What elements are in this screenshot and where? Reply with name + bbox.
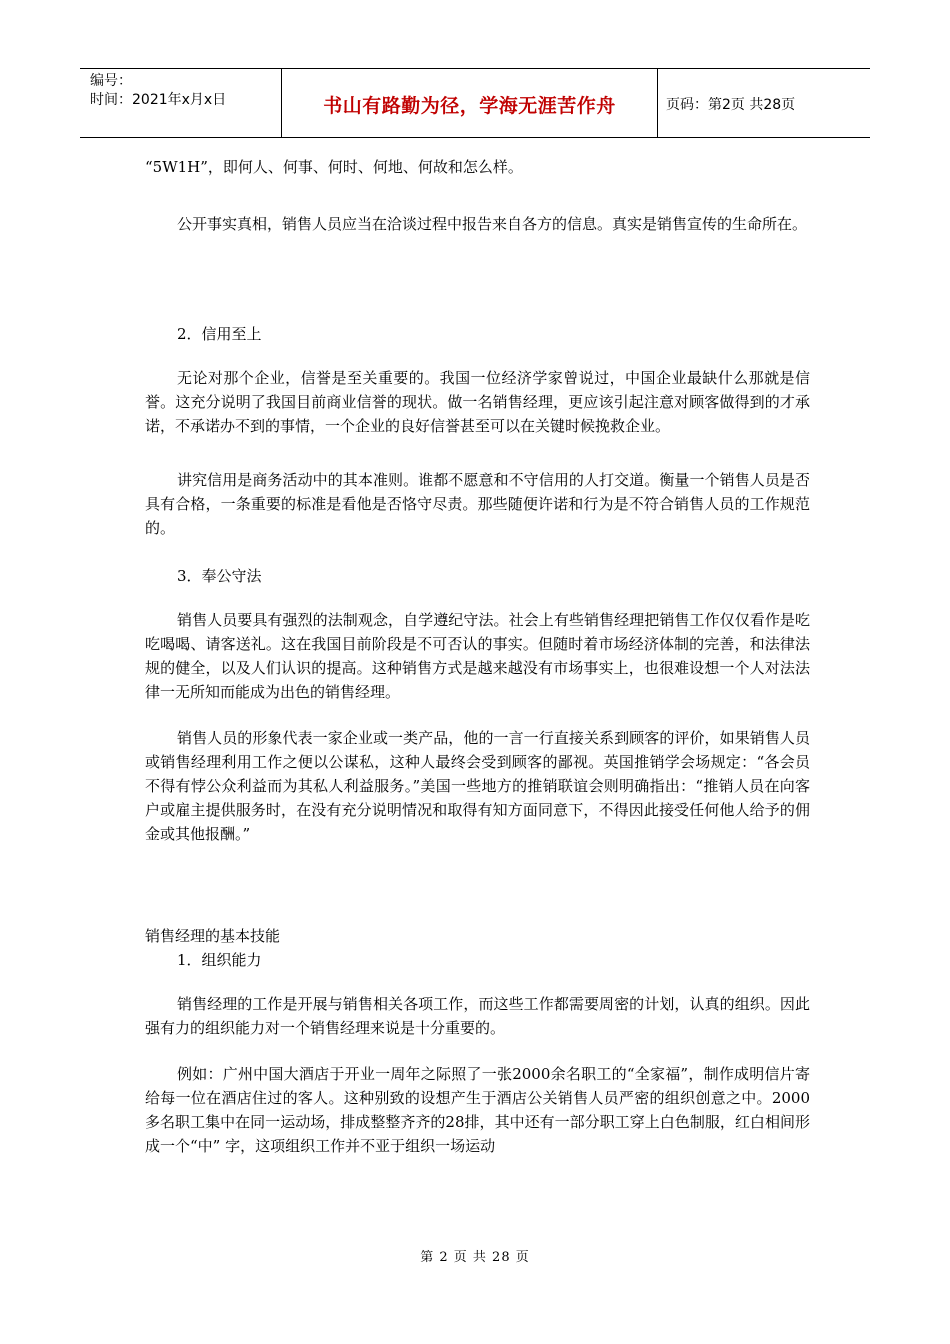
paragraph-credit-2: 讲究信用是商务活动中的其本准则。谁都不愿意和不守信用的人打交道。衡量一个销售人员是否具有合格，一条重要的标准是看他是否恪守尽责。那些随便许诺和行为是不符合销售人员的工作规范的。 (145, 471, 810, 537)
header-motto: 书山有路勤为径，学海无涯苦作舟 (323, 95, 616, 117)
header-motto-cell (282, 69, 658, 137)
page-header (80, 68, 870, 138)
header-page-info: 页码：第2页 共28页 (666, 97, 796, 113)
paragraph-credit-1: 无论对那个企业，信誉是至关重要的。我国一位经济学家曾说过，中国企业最缺什么那就是信誉。这充分说明了我国目前商业信誉的现状。做一名销售经理，更应该引起注意对顾客做得到的才承诺，不承诺办不到的事情，一个企业的良好信誉甚至可以在关键时候挽救企业。 (145, 369, 810, 435)
heading-basic-skills: 销售经理的基本技能 (145, 927, 281, 945)
header-page-cell (658, 69, 870, 137)
document-date-label: 时间：2021年x月x日 (90, 92, 227, 108)
paragraph-organization-2: 例如：广州中国大酒店于开业一周年之际照了一张2000余名职工的“全家福”，制作成明信片寄给每一位在酒店住过的客人。这种别致的设想产生于酒店公关销售人员严密的组织创意之中。2000多名职工集中在同一运动场，排成整整齐齐的28排，其中还有一部分职工穿上白色制服，红白相间形成一个“中” 字，这项组织工作并不亚于组织一场运动 (145, 1065, 810, 1155)
paragraph-organization-1: 销售经理的工作是开展与销售相关各项工作，而这些工作都需要周密的计划，认真的组织。因此强有力的组织能力对一个销售经理来说是十分重要的。 (145, 995, 810, 1037)
document-body (145, 155, 810, 1158)
heading-law: 3．奉公守法 (177, 567, 262, 585)
paragraph-law-1: 销售人员要具有强烈的法制观念，自学遵纪守法。社会上有些销售经理把销售工作仅仅看作是吃吃喝喝、请客送礼。这在我国目前阶段是不可否认的事实。但随时着市场经济体制的完善，和法律法规的健全，以及人们认识的提高。这种销售方式是越来越没有市场事实上，也很难设想一个人对法法律一无所知而能成为出色的销售经理。 (145, 611, 810, 701)
paragraph-truth: 公开事实真相，销售人员应当在洽谈过程中报告来自各方的信息。真实是销售宣传的生命所在。 (177, 215, 808, 233)
page-footer: 第 2 页 共 28 页 (420, 1250, 530, 1265)
paragraph-5w1h: “5W1H”，即何人、何事、何时、何地、何故和怎么样。 (145, 158, 523, 176)
heading-credit: 2．信用至上 (177, 325, 262, 343)
header-meta-cell (80, 69, 282, 137)
heading-organization: 1．组织能力 (177, 951, 262, 969)
document-number-label: 编号： (90, 73, 132, 89)
paragraph-law-2: 销售人员的形象代表一家企业或一类产品，他的一言一行直接关系到顾客的评价，如果销售人员或销售经理利用工作之便以公谋私，这种人最终会受到顾客的鄙视。英国推销学会场规定：“各会员不得有悖公众利益而为其私人利益服务。”美国一些地方的推销联谊会则明确指出：“推销人员在向客户或雇主提供服务时，在没有充分说明情况和取得有知方面同意下，不得因此接受任何他人给予的佣金或其他报酬。” (145, 729, 810, 843)
